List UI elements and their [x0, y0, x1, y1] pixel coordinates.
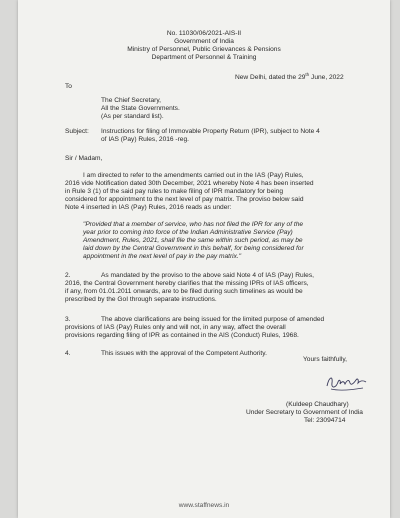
para4-text: This issues with the approval of the Competent Authority. — [101, 350, 267, 357]
para1-line: 2016 vide Notification dated 30th December, 2021 whereby Note 4 has been inserted — [65, 180, 314, 187]
footer-url: www.staffnews.in — [178, 502, 230, 509]
quote-line: laid down by the Central Government in this behalf, for being considered for — [83, 245, 304, 252]
salutation: Sir / Madam, — [65, 155, 103, 162]
subject-line-2: of IAS (Pay) Rules, 2016 -reg. — [101, 136, 189, 143]
to-label: To — [65, 83, 72, 90]
para4-number: 4. — [65, 350, 71, 357]
para1-line: I am directed to refer to the amendments carried out in the IAS (Pay) Rules, — [83, 172, 304, 179]
recipient-line-3: (As per standard list). — [101, 113, 164, 120]
header-line-1: Government of India — [174, 38, 234, 45]
document-page — [18, 0, 390, 518]
header-line-2: Ministry of Personnel, Public Grievances & Pensions — [127, 46, 281, 53]
para3-line: The above clarifications are being issued for the limited purpose of amended — [101, 316, 325, 323]
quote-line: year prior to coming into force of the Indian Administrative Service (Pay) — [83, 229, 293, 236]
para1-line: Note 4 inserted in IAS (Pay) Rules, 2016 reads as under: — [65, 204, 232, 211]
quote-line: "Provided that a member of service, who has not filed the IPR for any of the — [83, 221, 304, 228]
para2-number: 2. — [65, 272, 71, 279]
para2-line: 2016, the Central Government hereby clarifies that the missing IPRs of IAS officers, — [65, 280, 309, 287]
signatory-telephone: Tel: 23094714 — [304, 417, 346, 424]
para3-number: 3. — [65, 316, 71, 323]
para1-line: in Rule 3 (1) of the said pay rules to make filing of IPR mandatory for being — [65, 188, 284, 195]
signatory-designation: Under Secretary to Government of India — [246, 409, 363, 416]
quote-line: Amendment, Rules, 2021, shall file the same within such period, as may be — [83, 237, 303, 244]
para2-line: prescribed by the GoI through separate instructions. — [65, 296, 217, 303]
recipient-line-2: All the State Governments. — [101, 105, 180, 112]
para3-line: provisions regarding filing of IPR as contained in the AIS (Conduct) Rules, 1968. — [65, 332, 299, 339]
subject-label: Subject: — [65, 128, 89, 135]
file-number: No. 11030/06/2021-AIS-II — [166, 30, 242, 37]
closing: Yours faithfully, — [303, 356, 347, 363]
handwritten-signature — [323, 371, 369, 393]
para1-line: considered for appointment to the next level of pay matrix. The proviso below said — [65, 196, 304, 203]
para3-line: provisions of IAS (Pay) Rules only and will not, in any way, affect the overall — [65, 324, 286, 331]
document-date: New Delhi, dated the 29th June, 2022 — [235, 72, 344, 82]
subject-line-1: Instructions for filing of Immovable Property Return (IPR), subject to Note 4 — [101, 128, 320, 135]
quote-line: appointment in the next level of pay in the pay matrix." — [83, 253, 242, 260]
recipient-line-1: The Chief Secretary, — [101, 97, 161, 104]
para2-line: As mandated by the proviso to the above said Note 4 of IAS (Pay) Rules, — [101, 272, 314, 279]
para2-line: if any, from 01.01.2011 onwards, are to be filed during such timelines as would be — [65, 288, 303, 295]
signatory-name: (Kuldeep Chaudhary) — [286, 401, 349, 408]
header-line-3: Department of Personnel & Training — [151, 54, 257, 61]
